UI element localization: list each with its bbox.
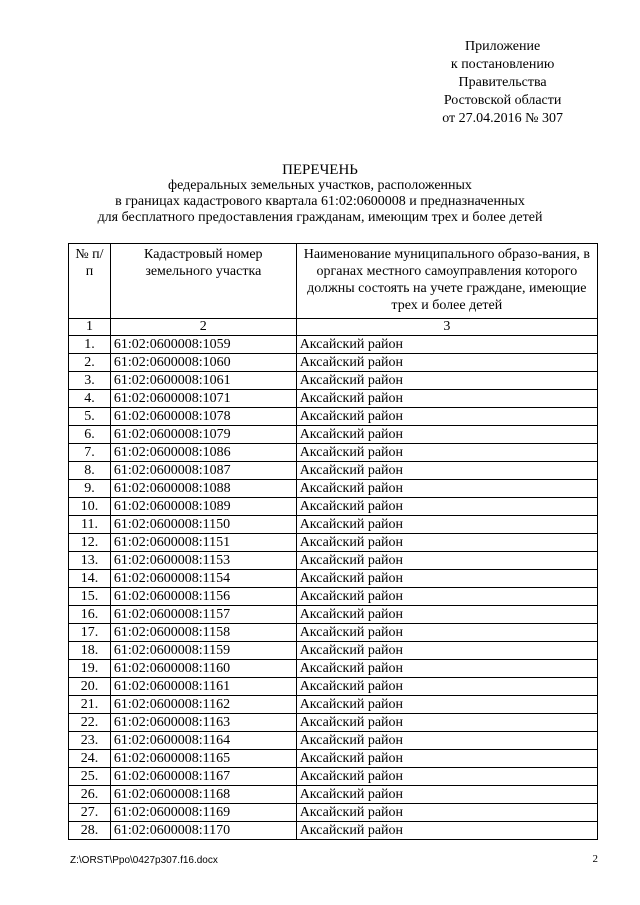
row-number: 9. <box>69 480 111 498</box>
table-row <box>69 444 598 462</box>
municipality: Аксайский район <box>296 822 597 840</box>
table-row <box>69 408 598 426</box>
cadastral-number: 61:02:0600008:1151 <box>110 534 296 552</box>
table-body <box>69 336 598 840</box>
cadastral-number: 61:02:0600008:1165 <box>110 750 296 768</box>
column-number: 2 <box>110 319 296 336</box>
cadastral-number: 61:02:0600008:1071 <box>110 390 296 408</box>
municipality: Аксайский район <box>296 642 597 660</box>
cadastral-number: 61:02:0600008:1158 <box>110 624 296 642</box>
row-number: 22. <box>69 714 111 732</box>
municipality: Аксайский район <box>296 660 597 678</box>
municipality: Аксайский район <box>296 804 597 822</box>
municipality: Аксайский район <box>296 444 597 462</box>
cadastral-number: 61:02:0600008:1160 <box>110 660 296 678</box>
row-number: 15. <box>69 588 111 606</box>
table-row <box>69 372 598 390</box>
row-number: 23. <box>69 732 111 750</box>
land-plots-table <box>68 243 598 840</box>
row-number: 14. <box>69 570 111 588</box>
row-number: 12. <box>69 534 111 552</box>
municipality: Аксайский район <box>296 336 597 354</box>
municipality: Аксайский район <box>296 678 597 696</box>
municipality: Аксайский район <box>296 606 597 624</box>
table-row <box>69 732 598 750</box>
appendix-date-line: от 27.04.2016 № 307 <box>442 111 563 126</box>
cadastral-number: 61:02:0600008:1168 <box>110 786 296 804</box>
column-numbers-row <box>69 319 598 336</box>
cadastral-number: 61:02:0600008:1089 <box>110 498 296 516</box>
table-row <box>69 552 598 570</box>
municipality: Аксайский район <box>296 588 597 606</box>
row-number: 7. <box>69 444 111 462</box>
table-row <box>69 786 598 804</box>
row-number: 17. <box>69 624 111 642</box>
municipality: Аксайский район <box>296 696 597 714</box>
cadastral-number: 61:02:0600008:1079 <box>110 426 296 444</box>
row-number: 20. <box>69 678 111 696</box>
row-number: 6. <box>69 426 111 444</box>
row-number: 28. <box>69 822 111 840</box>
table-row <box>69 714 598 732</box>
table-row <box>69 462 598 480</box>
row-number: 11. <box>69 516 111 534</box>
table-row <box>69 426 598 444</box>
table-row <box>69 678 598 696</box>
header-municipality: Наименование муниципального образо-вания, в органах местного самоуправления которого должны состоять на учете граждане, имеющие трех и более детей <box>296 244 597 319</box>
cadastral-number: 61:02:0600008:1164 <box>110 732 296 750</box>
row-number: 21. <box>69 696 111 714</box>
municipality: Аксайский район <box>296 408 597 426</box>
row-number: 1. <box>69 336 111 354</box>
cadastral-number: 61:02:0600008:1060 <box>110 354 296 372</box>
row-number: 10. <box>69 498 111 516</box>
cadastral-number: 61:02:0600008:1169 <box>110 804 296 822</box>
row-number: 2. <box>69 354 111 372</box>
table-row <box>69 696 598 714</box>
municipality: Аксайский район <box>296 768 597 786</box>
cadastral-number: 61:02:0600008:1157 <box>110 606 296 624</box>
appendix-line: к постановлению <box>450 57 555 72</box>
municipality: Аксайский район <box>296 390 597 408</box>
column-number: 3 <box>296 319 597 336</box>
cadastral-number: 61:02:0600008:1156 <box>110 588 296 606</box>
column-number: 1 <box>69 319 111 336</box>
cadastral-number: 61:02:0600008:1086 <box>110 444 296 462</box>
municipality: Аксайский район <box>296 498 597 516</box>
table-row <box>69 642 598 660</box>
table-row <box>69 516 598 534</box>
appendix-block <box>442 38 563 128</box>
table-row <box>69 804 598 822</box>
page-number: 2 <box>592 853 598 865</box>
cadastral-number: 61:02:0600008:1159 <box>110 642 296 660</box>
municipality: Аксайский район <box>296 750 597 768</box>
document-heading <box>0 162 640 226</box>
cadastral-number: 61:02:0600008:1087 <box>110 462 296 480</box>
document-title: ПЕРЕЧЕНЬ <box>282 162 358 178</box>
cadastral-number: 61:02:0600008:1162 <box>110 696 296 714</box>
municipality: Аксайский район <box>296 480 597 498</box>
cadastral-number: 61:02:0600008:1078 <box>110 408 296 426</box>
header-number: № п/п <box>69 244 111 319</box>
row-number: 18. <box>69 642 111 660</box>
municipality: Аксайский район <box>296 426 597 444</box>
municipality: Аксайский район <box>296 462 597 480</box>
table-row <box>69 336 598 354</box>
row-number: 4. <box>69 390 111 408</box>
municipality: Аксайский район <box>296 552 597 570</box>
appendix-line: Ростовской области <box>443 93 562 108</box>
municipality: Аксайский район <box>296 570 597 588</box>
row-number: 16. <box>69 606 111 624</box>
header-cadastral-number: Кадастровый номер земельного участка <box>110 244 296 319</box>
appendix-line: Приложение <box>465 39 541 54</box>
table-row <box>69 624 598 642</box>
table-row <box>69 390 598 408</box>
table-row <box>69 750 598 768</box>
row-number: 13. <box>69 552 111 570</box>
municipality: Аксайский район <box>296 786 597 804</box>
table-row <box>69 498 598 516</box>
municipality: Аксайский район <box>296 534 597 552</box>
municipality: Аксайский район <box>296 624 597 642</box>
row-number: 26. <box>69 786 111 804</box>
row-number: 5. <box>69 408 111 426</box>
table-row <box>69 588 598 606</box>
table-row <box>69 480 598 498</box>
table-row <box>69 570 598 588</box>
table-header-row <box>69 244 598 319</box>
heading-line: в границах кадастрового квартала 61:02:0600008 и предназначенных <box>115 194 525 209</box>
heading-line: федеральных земельных участков, расположенных <box>168 178 472 193</box>
municipality: Аксайский район <box>296 516 597 534</box>
table-row <box>69 660 598 678</box>
cadastral-number: 61:02:0600008:1061 <box>110 372 296 390</box>
cadastral-number: 61:02:0600008:1059 <box>110 336 296 354</box>
table-row <box>69 606 598 624</box>
cadastral-number: 61:02:0600008:1154 <box>110 570 296 588</box>
cadastral-number: 61:02:0600008:1088 <box>110 480 296 498</box>
file-path: Z:\ORST\Ppo\0427p307.f16.docx <box>70 855 218 866</box>
cadastral-number: 61:02:0600008:1161 <box>110 678 296 696</box>
municipality: Аксайский район <box>296 354 597 372</box>
cadastral-number: 61:02:0600008:1153 <box>110 552 296 570</box>
appendix-line: Правительства <box>458 75 547 90</box>
cadastral-number: 61:02:0600008:1167 <box>110 768 296 786</box>
row-number: 25. <box>69 768 111 786</box>
heading-line: для бесплатного предоставления гражданам, имеющим трех и более детей <box>97 210 543 225</box>
cadastral-number: 61:02:0600008:1170 <box>110 822 296 840</box>
cadastral-number: 61:02:0600008:1150 <box>110 516 296 534</box>
table-row <box>69 768 598 786</box>
table-row <box>69 354 598 372</box>
row-number: 27. <box>69 804 111 822</box>
row-number: 3. <box>69 372 111 390</box>
row-number: 8. <box>69 462 111 480</box>
municipality: Аксайский район <box>296 714 597 732</box>
cadastral-number: 61:02:0600008:1163 <box>110 714 296 732</box>
row-number: 19. <box>69 660 111 678</box>
table-row <box>69 534 598 552</box>
municipality: Аксайский район <box>296 372 597 390</box>
row-number: 24. <box>69 750 111 768</box>
table-row <box>69 822 598 840</box>
municipality: Аксайский район <box>296 732 597 750</box>
